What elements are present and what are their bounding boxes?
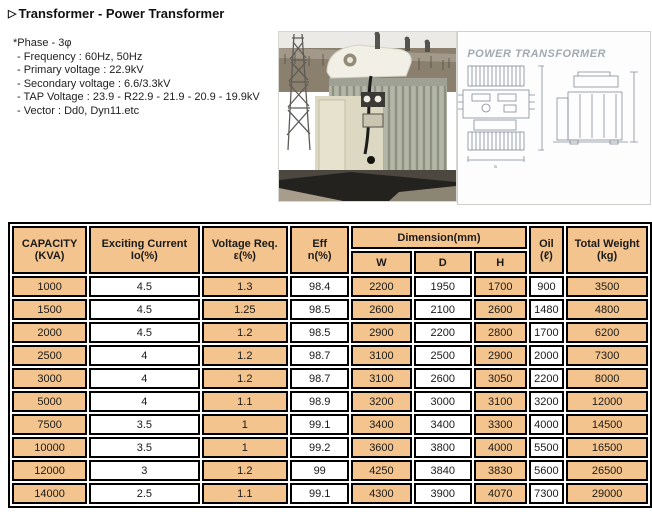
- table-cell: 2600: [414, 368, 472, 389]
- table-cell: 1000: [12, 276, 87, 297]
- table-cell: 3100: [474, 391, 527, 412]
- table-cell: 7500: [12, 414, 87, 435]
- table-row: [12, 368, 648, 389]
- table-cell: 2100: [414, 299, 472, 320]
- spec-vector: - Vector : Dd0, Dyn11.etc: [17, 104, 140, 117]
- table-cell: 2800: [474, 322, 527, 343]
- table-cell: 4000: [474, 437, 527, 458]
- table-body: [12, 276, 648, 504]
- table-cell: 3100: [351, 345, 411, 366]
- table-cell: 1.2: [202, 345, 289, 366]
- table-row: [12, 299, 648, 320]
- triangle-bullet-icon: ▷: [8, 8, 17, 20]
- table-cell: 10000: [12, 437, 87, 458]
- table-cell: 2900: [351, 322, 411, 343]
- table-cell: 4250: [351, 460, 411, 481]
- table-cell: 98.4: [290, 276, 349, 297]
- table-cell: 3100: [351, 368, 411, 389]
- spec-frequency: - Frequency : 60Hz, 50Hz: [17, 50, 143, 63]
- table-cell: 6200: [566, 322, 648, 343]
- table-cell: 12000: [566, 391, 648, 412]
- page-title: [8, 6, 224, 21]
- header-dim-d: D: [414, 251, 472, 274]
- table-row: [12, 460, 648, 481]
- header-voltage-line1: Voltage Req.: [211, 238, 278, 250]
- table-cell: 99: [290, 460, 349, 481]
- table-cell: 98.7: [290, 345, 349, 366]
- header-row-1: [12, 226, 648, 249]
- table-cell: 5500: [529, 437, 565, 458]
- header-oil-line2: (ℓ): [540, 250, 553, 262]
- table-cell: 1.25: [202, 299, 289, 320]
- table-cell: 1950: [414, 276, 472, 297]
- table-cell: 1500: [12, 299, 87, 320]
- spec-tap-voltage: - TAP Voltage : 23.9 - R22.9 - 21.9 - 20.9 - 19.9kV: [17, 91, 260, 104]
- table-cell: 3900: [414, 483, 472, 504]
- page-title-text: Transformer - Power Transformer: [18, 6, 225, 21]
- table-cell: 2000: [12, 322, 87, 343]
- table-row: [12, 483, 648, 504]
- transformer-photo-art: [279, 32, 456, 201]
- table-row: [12, 437, 648, 458]
- table-cell: 3800: [414, 437, 472, 458]
- watermark-label: POWER TRANSFORMER: [467, 48, 606, 60]
- technical-drawing-panel: [457, 31, 651, 205]
- table-cell: 4: [89, 391, 199, 412]
- header-exciting-current: [89, 226, 199, 274]
- table-cell: 1700: [529, 322, 565, 343]
- table-cell: 900: [529, 276, 565, 297]
- table-cell: 16500: [566, 437, 648, 458]
- spec-primary-voltage: - Primary voltage : 22.9kV: [17, 64, 144, 77]
- table-cell: 3200: [529, 391, 565, 412]
- header-weight-line1: Total Weight: [574, 238, 640, 250]
- table-cell: 4.5: [89, 299, 199, 320]
- table-cell: 5600: [529, 460, 565, 481]
- table-cell: 1.3: [202, 276, 289, 297]
- table-cell: 4.5: [89, 322, 199, 343]
- header-exciting-line2: Io(%): [130, 250, 158, 262]
- header-capacity: [12, 226, 87, 274]
- table-cell: 3300: [474, 414, 527, 435]
- spec-secondary-voltage: - Secondary voltage : 6.6/3.3kV: [17, 77, 171, 90]
- table-cell: 29000: [566, 483, 648, 504]
- table-row: [12, 322, 648, 343]
- table-cell: 1.1: [202, 391, 289, 412]
- header-voltage-line2: ε(%): [233, 250, 256, 262]
- table-cell: 1: [202, 414, 289, 435]
- table-cell: 7300: [529, 483, 565, 504]
- table-cell: 2.5: [89, 483, 199, 504]
- header-efficiency: [290, 226, 349, 274]
- table-cell: 3400: [414, 414, 472, 435]
- spec-list: [13, 37, 260, 119]
- table-cell: 3050: [474, 368, 527, 389]
- table-cell: 2000: [529, 345, 565, 366]
- table-cell: 98.5: [290, 322, 349, 343]
- table-cell: 3400: [351, 414, 411, 435]
- table-cell: 3.5: [89, 437, 199, 458]
- header-oil: [529, 226, 565, 274]
- table-cell: 14000: [12, 483, 87, 504]
- table-cell: 1: [202, 437, 289, 458]
- header-oil-line1: Oil: [539, 238, 554, 250]
- transformer-photo: [278, 31, 457, 202]
- header-dim-h: H: [474, 251, 527, 274]
- table-cell: 2900: [474, 345, 527, 366]
- table-cell: 98.5: [290, 299, 349, 320]
- table-cell: 2200: [529, 368, 565, 389]
- table-row: [12, 391, 648, 412]
- table-cell: 1.1: [202, 483, 289, 504]
- header-eff-line2: n(%): [307, 250, 332, 262]
- table-cell: 2600: [351, 299, 411, 320]
- table-cell: 1700: [474, 276, 527, 297]
- header-dim-w: W: [351, 251, 411, 274]
- table-cell: 4070: [474, 483, 527, 504]
- table-cell: 8000: [566, 368, 648, 389]
- header-capacity-line1: CAPACITY: [21, 238, 78, 250]
- table-cell: 2200: [351, 276, 411, 297]
- table-cell: 3200: [351, 391, 411, 412]
- table-cell: 2500: [12, 345, 87, 366]
- table-cell: 1.2: [202, 460, 289, 481]
- table-cell: 3500: [566, 276, 648, 297]
- table-cell: 4800: [566, 299, 648, 320]
- header-eff-line1: Eff: [312, 238, 328, 250]
- spec-table: [8, 222, 652, 508]
- table-row: [12, 345, 648, 366]
- table-cell: 5000: [12, 391, 87, 412]
- header-capacity-line2: (KVA): [34, 250, 65, 262]
- table-cell: 2200: [414, 322, 472, 343]
- table-cell: 1.2: [202, 322, 289, 343]
- table-cell: 26500: [566, 460, 648, 481]
- spec-phase: *Phase - 3φ: [13, 37, 72, 49]
- table-cell: 4300: [351, 483, 411, 504]
- table-cell: 3: [89, 460, 199, 481]
- table-cell: 3000: [414, 391, 472, 412]
- table-row: [12, 276, 648, 297]
- table-cell: 1480: [529, 299, 565, 320]
- table-cell: 2500: [414, 345, 472, 366]
- table-cell: 7300: [566, 345, 648, 366]
- table-cell: 1.2: [202, 368, 289, 389]
- table-cell: 3830: [474, 460, 527, 481]
- table-row: [12, 414, 648, 435]
- header-dimension: Dimension(mm): [351, 226, 526, 249]
- table-cell: 3840: [414, 460, 472, 481]
- table-cell: 4000: [529, 414, 565, 435]
- table-cell: 99.1: [290, 414, 349, 435]
- table-cell: 98.7: [290, 368, 349, 389]
- table-cell: 99.1: [290, 483, 349, 504]
- table-cell: 14500: [566, 414, 648, 435]
- table-cell: 2600: [474, 299, 527, 320]
- table-cell: 4: [89, 345, 199, 366]
- table-cell: 4.5: [89, 276, 199, 297]
- header-total-weight: [566, 226, 648, 274]
- table-cell: 99.2: [290, 437, 349, 458]
- table-cell: 12000: [12, 460, 87, 481]
- svg-text:a: a: [494, 164, 497, 170]
- table-cell: 3600: [351, 437, 411, 458]
- table-cell: 3000: [12, 368, 87, 389]
- table-cell: 3.5: [89, 414, 199, 435]
- header-voltage-req: [202, 226, 289, 274]
- header-weight-line2: (kg): [597, 250, 618, 262]
- table-cell: 4: [89, 368, 199, 389]
- table-cell: 98.9: [290, 391, 349, 412]
- header-exciting-line1: Exciting Current: [101, 238, 188, 250]
